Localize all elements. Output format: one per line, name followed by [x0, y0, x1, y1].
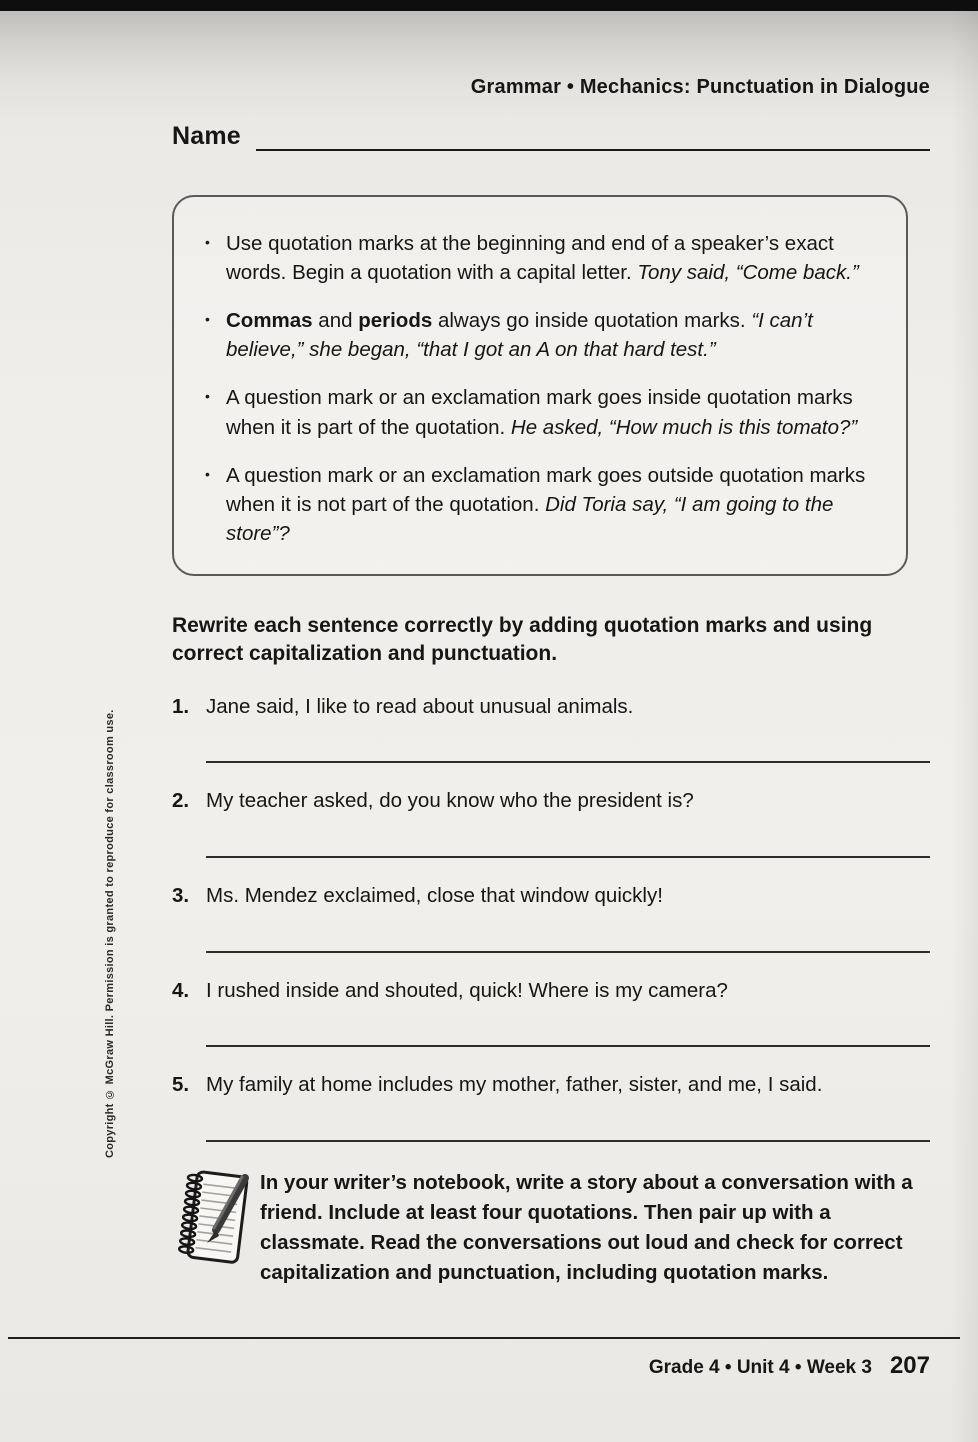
text-segment: Did Toria say, “I am going to the store”? — [226, 492, 834, 545]
name-label: Name — [172, 122, 241, 150]
notebook-pencil-icon — [172, 1168, 254, 1272]
item-sentence: My teacher asked, do you know who the president is? — [206, 789, 694, 813]
bullet-icon: • — [205, 234, 210, 250]
item-number: 5. — [172, 1073, 190, 1097]
rule-item — [205, 383, 880, 441]
answer-line[interactable] — [206, 1138, 930, 1142]
name-row — [172, 119, 930, 151]
rules-box — [172, 195, 908, 576]
footer-divider — [8, 1337, 960, 1339]
answer-line[interactable] — [206, 759, 930, 763]
text-segment: Tony said, “Come back.” — [637, 261, 859, 285]
rule-text — [226, 383, 880, 441]
answer-line[interactable] — [206, 949, 930, 953]
text-segment: A question mark or an exclamation mark goes outside quotation marks when it is not part of the quotation. — [226, 463, 866, 516]
answer-line[interactable] — [206, 1043, 930, 1047]
bullet-icon: • — [205, 465, 210, 482]
exercise-instructions: Rewrite each sentence correctly by adding quotation marks and using correct capitalization and punctuation. — [172, 613, 873, 666]
item-sentence-row — [172, 693, 930, 722]
text-segment: periods — [358, 309, 433, 333]
bullet-icon: • — [205, 388, 210, 405]
item-number: 1. — [172, 694, 190, 718]
rules-list — [205, 229, 880, 548]
rule-item — [205, 229, 880, 287]
text-segment: Use quotation marks at the beginning and end of a speaker’s exact words. Begin a quotation with a capital letter. — [226, 232, 834, 285]
item-sentence: Jane said, I like to read about unusual animals. — [206, 694, 634, 718]
item-number: 2. — [172, 789, 190, 813]
text-segment: and — [312, 309, 359, 333]
exercise-item — [172, 882, 930, 953]
copyright-sidebar-text: Copyright © McGraw Hill. Permission is granted to reproduce for classroom use. — [104, 709, 116, 1158]
footer-page-number: 207 — [889, 1352, 930, 1379]
item-number: 3. — [172, 884, 190, 908]
page-content — [172, 0, 930, 1289]
text-segment: “I can’t believe,” she began, “that I got an A on that hard test.” — [226, 309, 813, 362]
bullet-icon: • — [205, 311, 210, 328]
notebook-task — [172, 1168, 930, 1289]
rule-item — [205, 306, 880, 364]
exercise-list — [172, 693, 930, 1142]
notebook-task-text: In your writer’s notebook, write a story about a conversation with a friend. Include at least four quotations. Then pair up with a classmate. Read the conversations out loud and check for correct capitalization and punctuation, including quotation marks. — [260, 1171, 913, 1285]
rule-text — [226, 229, 880, 287]
exercise-item — [172, 787, 930, 858]
footer-course-info: Grade 4 • Unit 4 • Week 3 — [648, 1357, 872, 1378]
rule-item — [205, 461, 880, 548]
text-segment: Commas — [226, 309, 313, 333]
answer-line[interactable] — [206, 854, 930, 858]
rule-text — [226, 461, 880, 548]
text-segment: A question mark or an exclamation mark goes inside quotation marks when it is part of the quotation. — [226, 386, 853, 439]
text-segment: always go inside quotation marks. — [432, 309, 752, 333]
page-header — [172, 0, 930, 99]
page-footer — [649, 1352, 930, 1380]
text-segment: He asked, “How much is this tomato?” — [510, 415, 858, 439]
rule-text — [226, 306, 880, 364]
name-input-line[interactable] — [256, 119, 930, 151]
exercise-item — [172, 693, 930, 764]
item-sentence: My family at home includes my mother, father, sister, and me, I said. — [206, 1073, 823, 1097]
page-title: Grammar • Mechanics: Punctuation in Dialogue — [470, 76, 930, 98]
item-number: 4. — [172, 978, 190, 1002]
item-sentence: Ms. Mendez exclaimed, close that window quickly! — [206, 884, 663, 908]
exercise-item — [172, 1071, 930, 1142]
item-sentence-row — [172, 882, 930, 911]
exercise-item — [172, 977, 930, 1048]
item-sentence-row — [172, 787, 930, 816]
item-sentence-row — [172, 977, 930, 1006]
item-sentence: I rushed inside and shouted, quick! Where is my camera? — [206, 978, 728, 1002]
item-sentence-row — [172, 1071, 930, 1100]
